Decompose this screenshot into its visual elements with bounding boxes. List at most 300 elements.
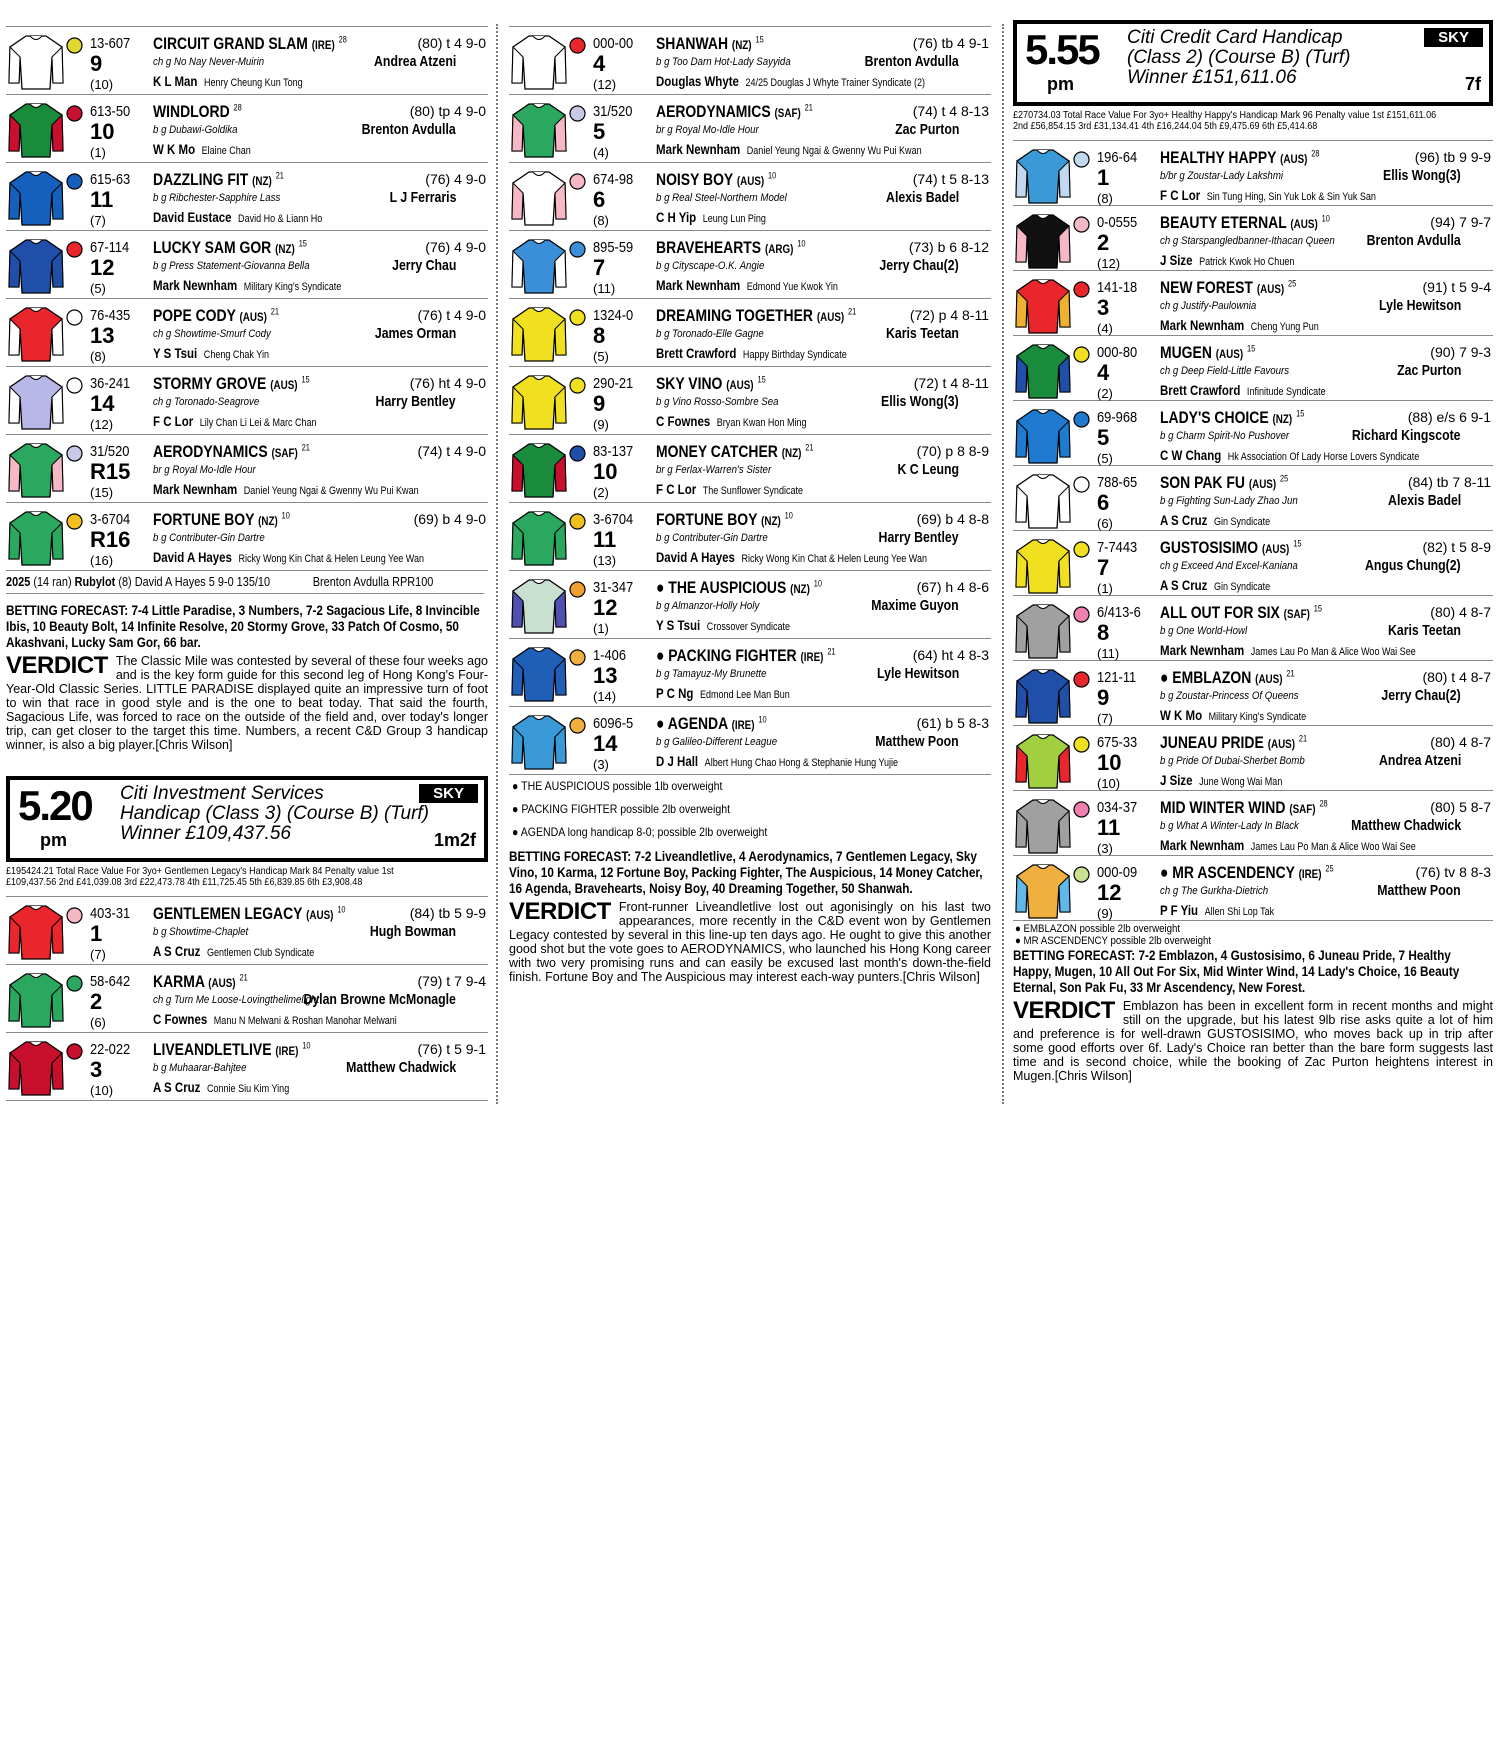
saddle-cloth-number: 12 bbox=[90, 255, 115, 280]
trainer-owner: C H Yip Leung Lun Ping bbox=[656, 209, 766, 225]
horse-name: SON PAK FU (AUS) $^{25}$ bbox=[1160, 473, 1289, 492]
rating-weight: (67) h 4 8-6 bbox=[916, 579, 989, 595]
pedigree: b g Contributer-Gin Dartre bbox=[656, 532, 768, 544]
form-figures: 674-98 bbox=[593, 171, 634, 188]
cap-icon bbox=[1073, 606, 1090, 623]
cap-icon bbox=[1073, 346, 1090, 363]
race-pm: pm bbox=[1047, 74, 1074, 94]
form-figures: 895-59 bbox=[593, 239, 634, 256]
jockey-name: Ellis Wong(3) bbox=[1383, 167, 1461, 184]
draw-number: (6) bbox=[1097, 516, 1113, 531]
saddle-cloth-number: 11 bbox=[90, 187, 114, 212]
runner-row bbox=[1013, 531, 1493, 596]
jockey-name: Brenton Avdulla bbox=[361, 121, 456, 138]
cap-icon bbox=[569, 649, 586, 666]
jockey-name: Brenton Avdulla bbox=[864, 53, 959, 70]
pedigree: b g Almanzor-Holly Holy bbox=[656, 600, 760, 612]
race-distance: 1m2f bbox=[433, 830, 476, 850]
form-figures: 675-33 bbox=[1097, 734, 1138, 751]
verdict bbox=[1013, 999, 1493, 1083]
cap-icon bbox=[569, 105, 586, 122]
pedigree: ch g No Nay Never-Muirin bbox=[153, 56, 265, 68]
rating-weight: (69) b 4 9-0 bbox=[413, 511, 486, 527]
runner-row bbox=[6, 965, 488, 1033]
runner-row bbox=[509, 367, 991, 435]
draw-number: (7) bbox=[90, 947, 106, 962]
form-figures: 1-406 bbox=[593, 647, 627, 664]
runner-row bbox=[1013, 856, 1493, 921]
form-figures: 13-607 bbox=[90, 35, 131, 52]
horse-name: NEW FOREST (AUS) $^{25}$ bbox=[1160, 278, 1297, 297]
runner-list bbox=[1013, 140, 1493, 921]
cap-icon bbox=[66, 445, 83, 462]
draw-number: (11) bbox=[1097, 646, 1120, 661]
draw-number: (10) bbox=[1097, 776, 1121, 791]
draw-number: (4) bbox=[593, 145, 609, 160]
horse-name: MONEY CATCHER (NZ) $^{21}$ bbox=[656, 442, 814, 461]
pedigree: ch g Starspangledbanner-Ithacan Queen bbox=[1160, 235, 1335, 247]
jockey-silks-icon bbox=[511, 373, 567, 431]
form-figures: 788-65 bbox=[1097, 474, 1138, 491]
jockey-silks-icon bbox=[1015, 147, 1071, 205]
pedigree: b g Too Darn Hot-Lady Sayyida bbox=[656, 56, 791, 68]
trainer-owner: Mark Newnham Military King's Syndicate bbox=[153, 277, 342, 293]
draw-number: (15) bbox=[90, 485, 114, 500]
rating-weight: (61) b 5 8-3 bbox=[916, 715, 989, 731]
sky-badge: SKY bbox=[1424, 28, 1483, 47]
pedigree: b g Galileo-Different League bbox=[656, 736, 778, 748]
trainer-owner: Mark Newnham James Lau Po Man & Alice Woo Wai See bbox=[1160, 837, 1416, 853]
trainer-owner: A S Cruz Gin Syndicate bbox=[1160, 512, 1271, 528]
bullet-icon: ● bbox=[1015, 935, 1024, 947]
draw-number: (7) bbox=[1097, 711, 1113, 726]
trainer-owner: F C Lor Sin Tung Hing, Sin Yuk Lok & Sin Yuk San bbox=[1160, 187, 1376, 203]
cap-icon bbox=[66, 105, 83, 122]
jockey-name: Maxime Guyon bbox=[871, 597, 959, 614]
cap-icon bbox=[569, 581, 586, 598]
overweight-note: ● EMBLAZON possible 2lb overweight bbox=[1015, 923, 1181, 935]
draw-number: (5) bbox=[1097, 451, 1113, 466]
runner-row bbox=[1013, 140, 1493, 206]
horse-name: LADY'S CHOICE (NZ) $^{15}$ bbox=[1160, 408, 1305, 427]
saddle-cloth-number: 2 bbox=[90, 989, 103, 1014]
pedigree: b g Showtime-Chaplet bbox=[153, 926, 249, 938]
horse-name: CIRCUIT GRAND SLAM (IRE) $^{28}$ bbox=[153, 34, 347, 53]
form-figures: 58-642 bbox=[90, 973, 131, 990]
race-pm: pm bbox=[40, 830, 67, 850]
draw-number: (2) bbox=[593, 485, 609, 500]
jockey-silks-icon bbox=[511, 237, 567, 295]
rating-weight: (76) ht 4 9-0 bbox=[409, 375, 486, 391]
form-figures: 22-022 bbox=[90, 1041, 131, 1058]
horse-name: AERODYNAMICS (SAF) $^{21}$ bbox=[656, 102, 813, 121]
form-figures: 034-37 bbox=[1097, 799, 1138, 816]
horse-name: WINDLORD $^{28}$ bbox=[153, 102, 242, 121]
overweight-note: ● PACKING FIGHTER possible 2lb overweight bbox=[512, 802, 731, 816]
form-figures: 31-347 bbox=[593, 579, 634, 596]
saddle-cloth-number: 3 bbox=[1097, 295, 1110, 320]
saddle-cloth-number: 14 bbox=[593, 731, 618, 756]
jockey-name: K C Leung bbox=[897, 461, 959, 478]
saddle-cloth-number: 4 bbox=[1097, 360, 1110, 385]
horse-name: ALL OUT FOR SIX (SAF) $^{15}$ bbox=[1160, 603, 1323, 622]
form-figures: 141-18 bbox=[1097, 279, 1138, 296]
runner-row bbox=[6, 1033, 488, 1101]
form-figures: 000-80 bbox=[1097, 344, 1138, 361]
cap-icon bbox=[66, 37, 83, 54]
form-figures: 1324-0 bbox=[593, 307, 634, 324]
saddle-cloth-number: 12 bbox=[1097, 880, 1122, 905]
form-figures: 83-137 bbox=[593, 443, 634, 460]
horse-name: FORTUNE BOY (NZ) $^{10}$ bbox=[153, 510, 290, 529]
saddle-cloth-number: 5 bbox=[593, 119, 606, 144]
rating-weight: (74) t 4 8-13 bbox=[912, 103, 989, 119]
jockey-silks-icon bbox=[1015, 537, 1071, 595]
jockey-silks-icon bbox=[1015, 342, 1071, 400]
runner-row bbox=[509, 26, 991, 95]
form-figures: 000-00 bbox=[593, 35, 634, 52]
pedigree: b g Ribchester-Sapphire Lass bbox=[153, 192, 281, 204]
pedigree: b g Press Statement-Giovanna Bella bbox=[153, 260, 310, 272]
jockey-name: Angus Chung(2) bbox=[1365, 557, 1461, 574]
jockey-silks-icon bbox=[511, 713, 567, 771]
horse-name: STORMY GROVE (AUS) $^{15}$ bbox=[153, 374, 310, 393]
form-figures: 69-968 bbox=[1097, 409, 1138, 426]
verdict-text: The Classic Mile was contested by several of these four weeks ago and is the key form guide for this second leg of Hong Kong's Four-Year-Old Classic Series. LITTLE PARADISE displayed quite an impressive turn of foot to win that race in good style and is the one to beat today. That said the fourth, Sagacious Life, was forced to race on the outside of the field and, over today's longer trip, can get closer to the target this time. Numbers, a recent C&D Group 3 handicap winner, is also a big player.[Chris Wilson] bbox=[6, 654, 488, 752]
jockey-silks-icon bbox=[511, 441, 567, 499]
rating-weight: (72) p 4 8-11 bbox=[909, 307, 989, 323]
saddle-cloth-number: 10 bbox=[90, 119, 115, 144]
race-header-520 bbox=[6, 776, 488, 862]
jockey-name: Andrea Atzeni bbox=[373, 53, 456, 70]
rating-weight: (76) tb 4 9-1 bbox=[912, 35, 989, 51]
draw-number: (14) bbox=[593, 689, 617, 704]
horse-name: GUSTOSISIMO (AUS) $^{15}$ bbox=[1160, 538, 1302, 557]
rating-weight: (69) b 4 8-8 bbox=[916, 511, 989, 527]
runner-row bbox=[1013, 596, 1493, 661]
jockey-name: Richard Kingscote bbox=[1352, 427, 1461, 444]
cap-icon bbox=[569, 377, 586, 394]
rating-weight: (90) 7 9-3 bbox=[1430, 344, 1491, 360]
cap-icon bbox=[66, 907, 83, 924]
runner-list bbox=[6, 896, 488, 1101]
jockey-name: Matthew Chadwick bbox=[345, 1059, 456, 1076]
rating-weight: (76) t 4 9-0 bbox=[417, 307, 486, 323]
jockey-name: Harry Bentley bbox=[879, 529, 959, 546]
jockey-name: Jerry Chau(2) bbox=[1381, 687, 1461, 704]
jockey-silks-icon bbox=[8, 509, 64, 567]
saddle-cloth-number: 1 bbox=[1097, 165, 1110, 190]
jockey-silks-icon bbox=[511, 33, 567, 91]
jockey-silks-icon bbox=[511, 305, 567, 363]
bullet-icon: ● bbox=[512, 802, 522, 816]
runner-row bbox=[1013, 206, 1493, 271]
runner-row bbox=[6, 26, 488, 95]
jockey-name: Karis Teetan bbox=[886, 325, 959, 342]
pedigree: ch g Turn Me Loose-Lovingthelimelight bbox=[153, 994, 320, 1006]
rating-weight: (96) tb 9 9-9 bbox=[1414, 149, 1491, 165]
runner-row bbox=[6, 95, 488, 163]
cap-icon bbox=[66, 309, 83, 326]
pedigree: br g Royal Mo-Idle Hour bbox=[656, 124, 759, 136]
notes bbox=[1013, 923, 1493, 947]
runner-list bbox=[509, 26, 991, 775]
trainer-owner: Y S Tsui Cheng Chak Yin bbox=[153, 345, 269, 361]
cap-icon bbox=[1073, 476, 1090, 493]
draw-number: (11) bbox=[593, 281, 616, 296]
trainer-owner: Brett Crawford Infinitude Syndicate bbox=[1160, 382, 1326, 398]
draw-number: (9) bbox=[593, 417, 609, 432]
race-time: 5.55 bbox=[1025, 26, 1099, 73]
trainer-owner: P C Ng Edmond Lee Man Bun bbox=[656, 685, 790, 701]
draw-number: (8) bbox=[90, 349, 106, 364]
bullet-icon: ● bbox=[656, 578, 669, 597]
runner-row bbox=[509, 95, 991, 163]
form-figures: 3-6704 bbox=[593, 511, 634, 528]
saddle-cloth-number: 13 bbox=[593, 663, 618, 688]
trainer-owner: W K Mo Military King's Syndicate bbox=[1160, 707, 1307, 723]
cap-icon bbox=[1073, 216, 1090, 233]
race-time: 5.20 bbox=[18, 782, 92, 829]
draw-number: (3) bbox=[1097, 841, 1113, 856]
jockey-name: Alexis Badel bbox=[1387, 492, 1461, 509]
horse-name: GENTLEMEN LEGACY (AUS) $^{10}$ bbox=[153, 904, 346, 923]
jockey-silks-icon bbox=[1015, 732, 1071, 790]
pedigree: b g Fighting Sun-Lady Zhao Jun bbox=[1160, 495, 1298, 507]
overweight-note: ● THE AUSPICIOUS possible 1lb overweight bbox=[512, 779, 723, 793]
runner-row bbox=[509, 639, 991, 707]
draw-number: (5) bbox=[90, 281, 106, 296]
trainer-owner: A S Cruz Connie Siu Kim Ying bbox=[153, 1079, 290, 1095]
trainer-owner: F C Lor The Sunflower Syndicate bbox=[656, 481, 804, 497]
form-figures: 0-0555 bbox=[1097, 214, 1138, 231]
race-title: Citi Credit Card Handicap (Class 2) (Course B) (Turf) Winner £151,611.06 bbox=[1127, 27, 1351, 88]
bullet-icon: ● bbox=[1015, 923, 1024, 935]
jockey-name: Zac Purton bbox=[1396, 362, 1461, 379]
horse-name: ● THE AUSPICIOUS (NZ) $^{10}$ bbox=[656, 578, 822, 597]
runner-row bbox=[509, 503, 991, 571]
horse-name: LUCKY SAM GOR (NZ) $^{15}$ bbox=[153, 238, 307, 257]
runner-row bbox=[6, 435, 488, 503]
saddle-cloth-number: 14 bbox=[90, 391, 115, 416]
trainer-owner: Mark Newnham Cheng Yung Pun bbox=[1160, 317, 1319, 333]
runner-list bbox=[6, 26, 488, 571]
pedigree: b g Cityscape-O.K. Angie bbox=[656, 260, 765, 272]
draw-number: (10) bbox=[90, 1083, 114, 1098]
runner-row bbox=[1013, 661, 1493, 726]
saddle-cloth-number: 1 bbox=[90, 921, 103, 946]
betting-forecast: BETTING FORECAST: 7-2 Liveandletlive, 4 Aerodynamics, 7 Gentlemen Legacy, Sky Vino, 10 Karma, 12 Fortune Boy, Packing Fighter, The Auspicious, 14 Money Catcher, 16 Agenda, Bravehearts, Noisy Boy, 40 Dreaming Together, 50 Shanwah. bbox=[509, 848, 983, 896]
draw-number: (12) bbox=[1097, 256, 1121, 271]
form-figures: 36-241 bbox=[90, 375, 131, 392]
jockey-name: Jerry Chau bbox=[391, 257, 456, 274]
trainer-owner: Mark Newnham James Lau Po Man & Alice Woo Wai See bbox=[1160, 642, 1416, 658]
trainer-owner: A S Cruz Gin Syndicate bbox=[1160, 577, 1271, 593]
runner-row bbox=[6, 231, 488, 299]
runner-row bbox=[1013, 791, 1493, 856]
rating-weight: (72) t 4 8-11 bbox=[913, 375, 989, 391]
draw-number: (16) bbox=[90, 553, 114, 568]
bullet-icon: ● bbox=[512, 825, 521, 839]
runner-row bbox=[1013, 271, 1493, 336]
horse-name: DREAMING TOGETHER (AUS) $^{21}$ bbox=[656, 306, 857, 325]
horse-name: FORTUNE BOY (NZ) $^{10}$ bbox=[656, 510, 793, 529]
verdict-text: Emblazon has been in excellent form in recent months and might still on the upgrade, but his latest 9lb rise asks quite a lot of him and preference is for well-drawn GUSTOSISIMO, who moves back up in trip after some good efforts over 6f. Lady's Choice ran better than the bare form suggests last time and is second choice, while the booking of Zac Purton heightens interest in Mugen.[Chris Wilson] bbox=[1013, 999, 1493, 1083]
horse-name: AERODYNAMICS (SAF) $^{21}$ bbox=[153, 442, 310, 461]
draw-number: (12) bbox=[593, 77, 617, 92]
trainer-owner: Brett Crawford Happy Birthday Syndicate bbox=[656, 345, 847, 361]
cap-icon bbox=[569, 513, 586, 530]
form-figures: 403-31 bbox=[90, 905, 131, 922]
saddle-cloth-number: 10 bbox=[593, 459, 618, 484]
cap-icon bbox=[1073, 541, 1090, 558]
jockey-name: Alexis Badel bbox=[885, 189, 959, 206]
trainer-owner: C W Chang Hk Association Of Lady Horse Lovers Syndicate bbox=[1160, 447, 1420, 463]
jockey-name: James Orman bbox=[374, 325, 456, 342]
runner-row bbox=[6, 503, 488, 571]
sky-badge: SKY bbox=[419, 784, 478, 803]
pedigree: b g Zoustar-Princess Of Queens bbox=[1160, 690, 1299, 702]
saddle-cloth-number: 7 bbox=[1097, 555, 1110, 580]
cap-icon bbox=[66, 241, 83, 258]
horse-name: BEAUTY ETERNAL (AUS) $^{10}$ bbox=[1160, 213, 1330, 232]
rating-weight: (74) t 4 9-0 bbox=[417, 443, 486, 459]
notes bbox=[509, 779, 991, 839]
cap-icon bbox=[66, 1043, 83, 1060]
form-figures: 196-64 bbox=[1097, 149, 1138, 166]
rating-weight: (80) t 4 9-0 bbox=[417, 35, 486, 51]
overweight-note: ● MR ASCENDENCY possible 2lb overweight bbox=[1015, 935, 1212, 947]
horse-name: MUGEN (AUS) $^{15}$ bbox=[1160, 343, 1256, 362]
saddle-cloth-number: 2 bbox=[1097, 230, 1110, 255]
cap-icon bbox=[569, 241, 586, 258]
jockey-silks-icon bbox=[1015, 667, 1071, 725]
column-left bbox=[6, 26, 488, 1101]
jockey-silks-icon bbox=[8, 101, 64, 159]
rating-weight: (82) t 5 8-9 bbox=[1422, 539, 1491, 555]
runner-row bbox=[1013, 336, 1493, 401]
runner-row bbox=[509, 707, 991, 775]
rating-weight: (76) t 5 9-1 bbox=[417, 1041, 486, 1057]
bullet-icon: ● bbox=[1160, 668, 1173, 687]
draw-number: (6) bbox=[90, 1015, 106, 1030]
rating-weight: (76) 4 9-0 bbox=[425, 239, 486, 255]
pedigree: br g Ferlax-Warren's Sister bbox=[656, 464, 772, 476]
trainer-owner: Douglas Whyte 24/25 Douglas J Whyte Trainer Syndicate (2) bbox=[656, 73, 925, 89]
draw-number: (2) bbox=[1097, 386, 1113, 401]
jockey-silks-icon bbox=[8, 971, 64, 1029]
jockey-silks-icon bbox=[8, 33, 64, 91]
cap-icon bbox=[1073, 866, 1090, 883]
horse-name: LIVEANDLETLIVE (IRE) $^{10}$ bbox=[153, 1040, 311, 1059]
rating-weight: (70) p 8 8-9 bbox=[916, 443, 989, 459]
form-figures: 615-63 bbox=[90, 171, 131, 188]
cap-icon bbox=[569, 445, 586, 462]
cap-icon bbox=[66, 377, 83, 394]
jockey-name: Hugh Bowman bbox=[369, 923, 456, 940]
pedigree: ch g Toronado-Seagrove bbox=[153, 396, 260, 408]
form-figures: 290-21 bbox=[593, 375, 634, 392]
betting-forecast: BETTING FORECAST: 7-4 Little Paradise, 3 Numbers, 7-2 Sagacious Life, 8 Invincible Ibis, 10 Beauty Bolt, 14 Infinite Resolve, 20 Stormy Grove, 33 Patch Of Cosmo, 50 Akashvani, Lucky Sam Gor, 66 bar. bbox=[6, 602, 480, 650]
trainer-owner: W K Mo Elaine Chan bbox=[153, 141, 251, 157]
draw-number: (4) bbox=[1097, 321, 1113, 336]
runner-row bbox=[509, 163, 991, 231]
pedigree: b g Pride Of Dubai-Sherbet Bomb bbox=[1160, 755, 1305, 767]
saddle-cloth-number: 13 bbox=[90, 323, 115, 348]
pedigree: br g Royal Mo-Idle Hour bbox=[153, 464, 256, 476]
trainer-owner: D J Hall Albert Hung Chao Hong & Stephanie Hung Yujie bbox=[656, 753, 899, 769]
trainer-owner: K L Man Henry Cheung Kun Tong bbox=[153, 73, 303, 89]
runner-row bbox=[1013, 466, 1493, 531]
jockey-name: L J Ferraris bbox=[389, 189, 456, 206]
saddle-cloth-number: 7 bbox=[593, 255, 606, 280]
pedigree: b g Real Steel-Northern Model bbox=[656, 192, 787, 204]
rating-weight: (94) 7 9-7 bbox=[1430, 214, 1491, 230]
draw-number: (1) bbox=[1097, 581, 1113, 596]
pedigree: b g What A Winter-Lady In Black bbox=[1160, 820, 1299, 832]
horse-name: ● EMBLAZON (AUS) $^{21}$ bbox=[1160, 668, 1295, 687]
trainer-owner: David Eustace David Ho & Liann Ho bbox=[153, 209, 323, 225]
runner-row bbox=[509, 435, 991, 503]
jockey-silks-icon bbox=[511, 577, 567, 635]
bullet-icon: ● bbox=[512, 779, 522, 793]
cap-icon bbox=[569, 37, 586, 54]
form-figures: 31/520 bbox=[90, 443, 130, 460]
saddle-cloth-number: 9 bbox=[90, 51, 103, 76]
rating-weight: (80) 4 8-7 bbox=[1430, 604, 1491, 620]
pedigree: b g Vino Rosso-Sombre Sea bbox=[656, 396, 779, 408]
race-title: Citi Investment Services Handicap (Class 3) (Course B) (Turf) Winner £109,437.56 bbox=[120, 783, 430, 844]
pedigree: ch g The Gurkha-Dietrich bbox=[1160, 885, 1269, 897]
horse-name: MID WINTER WIND (SAF) $^{28}$ bbox=[1160, 798, 1328, 817]
trainer-owner: Mark Newnham Edmond Yue Kwok Yin bbox=[656, 277, 838, 293]
form-figures: 76-435 bbox=[90, 307, 131, 324]
runner-row bbox=[1013, 726, 1493, 791]
betting-forecast: BETTING FORECAST: 7-2 Emblazon, 4 Gustosisimo, 6 Juneau Pride, 7 Healthy Happy, Mugen, 10 All Out For Six, Mid Winter Wind, 14 Lady's Choice, 16 Beauty Eternal, Son Pak Fu, 33 Mr Ascendency, New Forest. bbox=[1013, 947, 1460, 995]
trainer-owner: Y S Tsui Crossover Syndicate bbox=[656, 617, 791, 633]
pedigree: b g Tamayuz-My Brunette bbox=[656, 668, 767, 680]
jockey-name: Matthew Poon bbox=[875, 733, 959, 750]
bullet-icon: ● bbox=[1160, 863, 1173, 882]
cap-icon bbox=[66, 513, 83, 530]
form-figures: 613-50 bbox=[90, 103, 131, 120]
form-figures: 6096-5 bbox=[593, 715, 634, 732]
draw-number: (8) bbox=[1097, 191, 1113, 206]
jockey-name: Karis Teetan bbox=[1388, 622, 1461, 639]
verdict bbox=[509, 900, 991, 984]
form-figures: 3-6704 bbox=[90, 511, 131, 528]
race-header-555 bbox=[1013, 20, 1493, 106]
pedigree: b g Toronado-Elle Gagne bbox=[656, 328, 764, 340]
form-figures: 7-7443 bbox=[1097, 539, 1138, 556]
saddle-cloth-number: 11 bbox=[1097, 815, 1121, 840]
jockey-silks-icon bbox=[1015, 472, 1071, 530]
runner-row bbox=[6, 367, 488, 435]
pedigree: b/br g Zoustar-Lady Lakshmi bbox=[1160, 170, 1284, 182]
runner-row bbox=[6, 896, 488, 965]
rating-weight: (84) tb 7 8-11 bbox=[1407, 474, 1491, 490]
saddle-cloth-number: R15 bbox=[90, 459, 131, 484]
jockey-name: Lyle Hewitson bbox=[876, 665, 959, 682]
trainer-owner: C Fownes Bryan Kwan Hon Ming bbox=[656, 413, 807, 429]
trainer-owner: Mark Newnham Daniel Yeung Ngai & Gwenny Wu Pui Kwan bbox=[153, 481, 419, 497]
jockey-silks-icon bbox=[8, 373, 64, 431]
horse-name: ● PACKING FIGHTER (IRE) $^{21}$ bbox=[656, 646, 836, 665]
form-figures: 6/413-6 bbox=[1097, 604, 1141, 621]
saddle-cloth-number: 3 bbox=[90, 1057, 103, 1082]
verdict bbox=[6, 654, 488, 752]
pedigree: b g Charm Spirit-No Pushover bbox=[1160, 430, 1290, 442]
